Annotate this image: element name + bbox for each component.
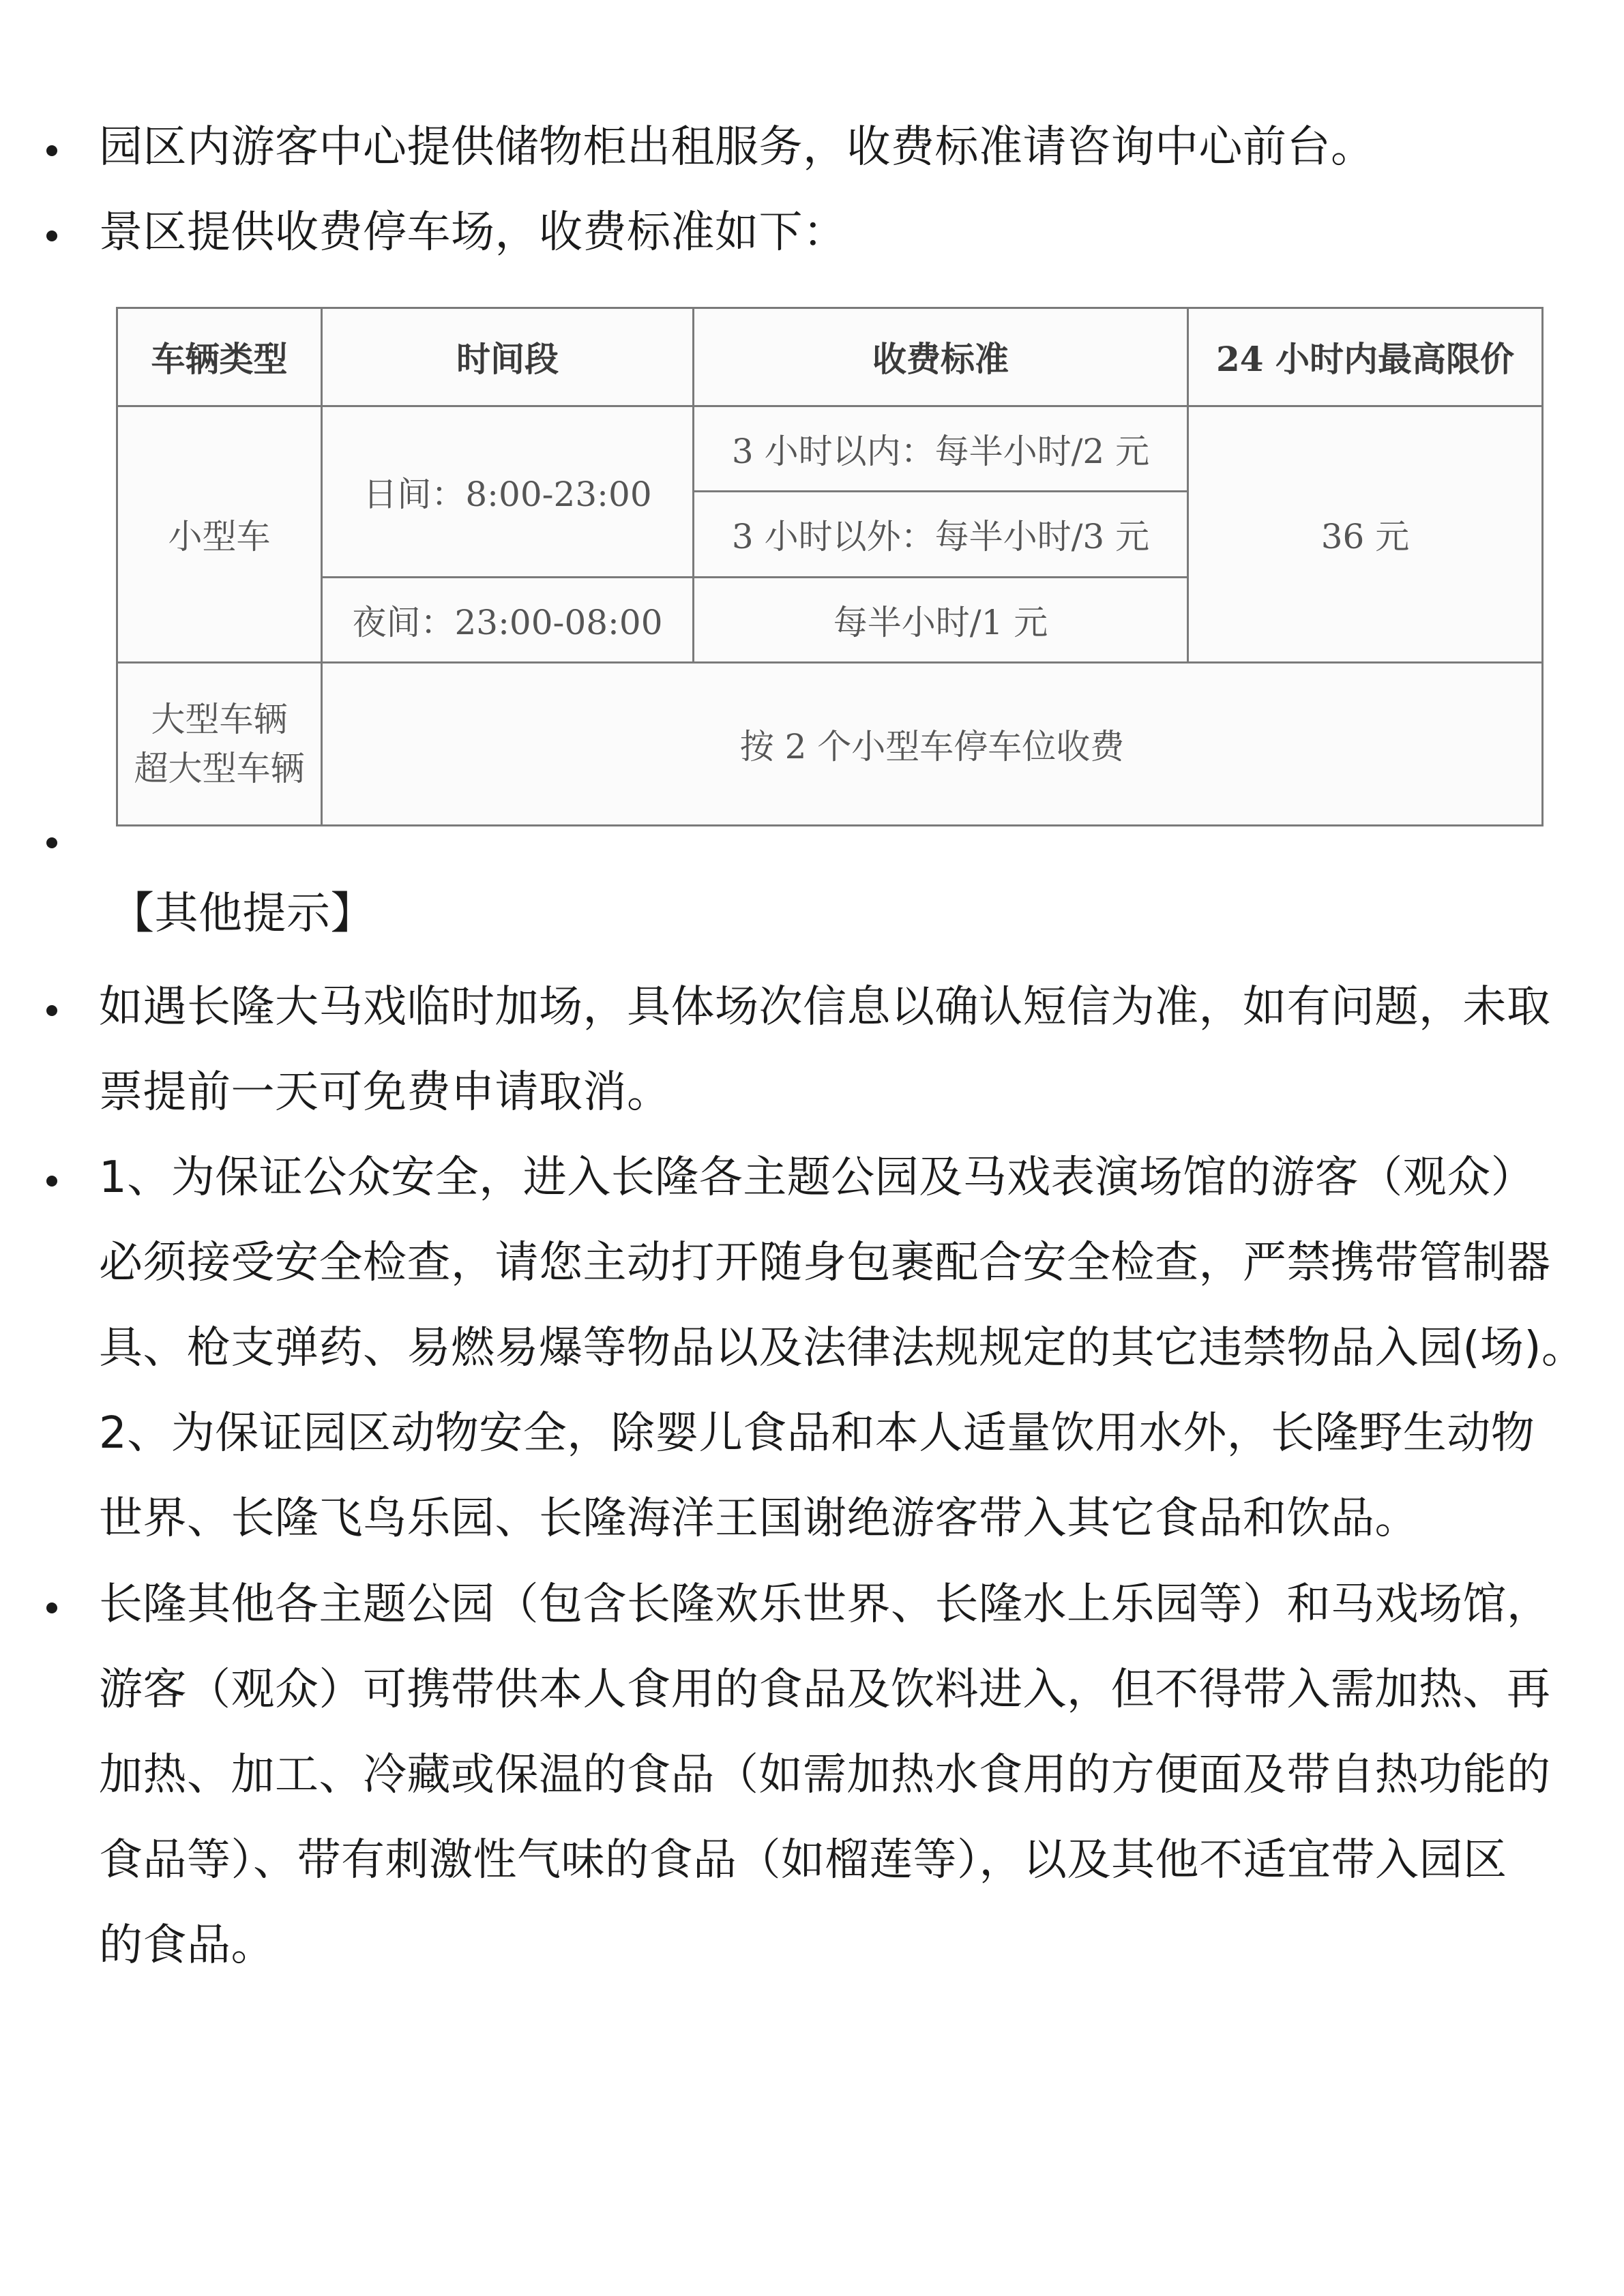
bullet-dot	[46, 1176, 57, 1187]
other-tips-heading: 【其他提示】	[110, 889, 374, 939]
max-price-value: 36 元	[1188, 406, 1543, 662]
tip-security-line-1: 1、为保证公众安全，进入长隆各主题公园及马戏表演场馆的游客（观众）	[99, 1152, 1535, 1203]
tip-parks-line-2: 游客（观众）可携带供本人食用的食品及饮料进入，但不得带入需加热、再	[99, 1665, 1551, 1715]
tip-parks-line-5: 的食品。	[99, 1920, 275, 1971]
day-fee-beyond-3h: 3 小时以外：每半小时/3 元	[694, 492, 1188, 577]
bullet-dot	[46, 145, 57, 156]
tip-security-line-2: 必须接受安全检查，请您主动打开随身包裹配合安全检查，严禁携带管制器	[99, 1238, 1551, 1288]
night-fee: 每半小时/1 元	[694, 577, 1188, 662]
extra-large-vehicle-label: 超大型车辆	[134, 749, 305, 788]
large-vehicle-label: 大型车辆	[151, 700, 288, 739]
tip-circus-line-2: 票提前一天可免费申请取消。	[99, 1067, 671, 1118]
header-max-price: 24 小时内最高限价	[1188, 308, 1543, 406]
tip-parks-line-3: 加热、加工、冷藏或保温的食品（如需加热水食用的方便面及带自热功能的	[99, 1750, 1551, 1800]
tip-parks-line-1: 长隆其他各主题公园（包含长隆欢乐世界、长隆水上乐园等）和马戏场馆，	[99, 1579, 1551, 1630]
tip-food-line-2: 世界、长隆飞鸟乐园、长隆海洋王国谢绝游客带入其它食品和饮品。	[99, 1493, 1419, 1544]
tip-parks-line-4: 食品等）、带有刺激性气味的食品（如榴莲等），以及其他不适宜带入园区	[99, 1835, 1507, 1885]
header-vehicle-type: 车辆类型	[117, 308, 322, 406]
day-period: 日间：8:00-23:00	[322, 406, 694, 577]
large-vehicle-fee: 按 2 个小型车停车位收费	[322, 663, 1543, 826]
day-fee-within-3h: 3 小时以内：每半小时/2 元	[694, 406, 1188, 491]
small-car-type: 小型车	[117, 406, 322, 662]
bullet-dot	[46, 230, 57, 241]
bullet-dot	[46, 837, 57, 848]
header-time-period: 时间段	[322, 308, 694, 406]
parking-notice: 景区提供收费停车场，收费标准如下：	[99, 207, 847, 258]
bullet-dot	[46, 1602, 57, 1613]
large-vehicle-type	[117, 663, 322, 826]
bullet-dot	[46, 1005, 57, 1016]
storage-locker-notice: 园区内游客中心提供储物柜出租服务，收费标准请咨询中心前台。	[99, 122, 1375, 173]
tip-circus-line-1: 如遇长隆大马戏临时加场，具体场次信息以确认短信为准，如有问题，未取	[99, 982, 1551, 1032]
header-fee-standard: 收费标准	[694, 308, 1188, 406]
parking-fee-table	[116, 307, 1544, 826]
night-period: 夜间：23:00-08:00	[322, 577, 694, 662]
tip-food-line-1: 2、为保证园区动物安全，除婴儿食品和本人适量饮用水外，长隆野生动物	[99, 1408, 1535, 1459]
tip-security-line-3: 具、枪支弹药、易燃易爆等物品以及法律法规规定的其它违禁物品入园(场)。	[99, 1323, 1586, 1373]
